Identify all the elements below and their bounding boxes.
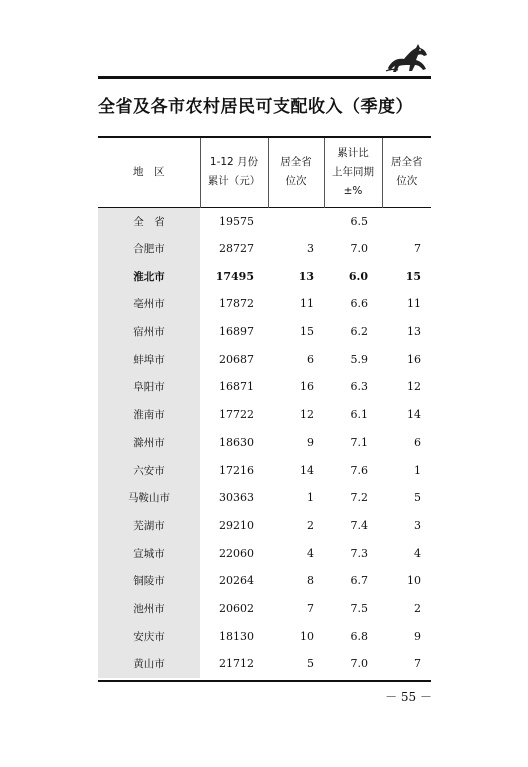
growth-rank-cell: 14 <box>407 408 421 422</box>
table-row <box>98 650 431 678</box>
income-cell: 17216 <box>219 463 254 477</box>
growth-rank-cell: 4 <box>414 546 421 560</box>
growth-cell: 5.9 <box>350 352 368 366</box>
growth-rank-cell <box>382 207 431 235</box>
header-cumulative: 1-12 月份 累计（元） <box>200 137 268 207</box>
growth-cell: 7.0 <box>350 657 368 671</box>
growth-cell: 7.0 <box>350 242 368 256</box>
growth-rank-cell: 12 <box>407 380 421 394</box>
growth-rank-cell: 15 <box>405 269 421 283</box>
growth-cell: 6.3 <box>350 380 368 394</box>
table-row <box>98 345 431 373</box>
footer-rule <box>98 680 431 682</box>
table-row <box>98 512 431 540</box>
growth-cell: 6.6 <box>350 297 368 311</box>
table-row <box>98 456 431 484</box>
page-number: － 55 － <box>385 690 432 704</box>
income-cell: 20264 <box>219 574 254 588</box>
growth-rank-cell: 9 <box>414 629 421 643</box>
table-row <box>98 207 431 235</box>
header-region: 地 区 <box>133 165 165 178</box>
region-cell: 全 省 <box>98 207 200 235</box>
region-cell: 芜湖市 <box>98 512 200 540</box>
rank-cell: 5 <box>307 657 314 671</box>
horse-logo-icon <box>382 42 434 78</box>
rank-cell: 6 <box>307 352 314 366</box>
growth-cell: 6.0 <box>348 269 368 283</box>
growth-cell: 7.1 <box>350 435 368 449</box>
rank-cell: 4 <box>307 546 314 560</box>
table-row <box>98 235 431 263</box>
growth-rank-cell: 2 <box>414 601 421 615</box>
income-cell: 17722 <box>219 408 254 422</box>
rank-cell: 15 <box>300 325 314 339</box>
income-cell: 16897 <box>219 325 254 339</box>
income-cell: 16871 <box>219 380 254 394</box>
income-cell: 17872 <box>219 297 254 311</box>
growth-rank-cell: 11 <box>407 297 421 311</box>
growth-cell: 6.5 <box>350 214 368 228</box>
income-cell: 21712 <box>219 657 254 671</box>
rank-cell: 14 <box>300 463 314 477</box>
table-header <box>98 137 431 207</box>
rank-cell: 13 <box>298 269 314 283</box>
region-cell: 六安市 <box>98 456 200 484</box>
income-cell: 22060 <box>219 546 254 560</box>
table-row <box>98 262 431 290</box>
growth-rank-cell: 10 <box>407 574 421 588</box>
income-cell: 18130 <box>219 629 254 643</box>
growth-cell: 7.3 <box>350 546 368 560</box>
income-cell: 28727 <box>219 242 254 256</box>
growth-rank-cell: 7 <box>414 657 421 671</box>
income-cell: 19575 <box>219 214 254 228</box>
region-cell: 池州市 <box>98 595 200 623</box>
rank-cell: 1 <box>307 491 314 505</box>
growth-rank-cell: 1 <box>414 463 421 477</box>
table-row <box>98 429 431 457</box>
growth-cell: 6.8 <box>350 629 368 643</box>
growth-cell: 6.1 <box>350 408 368 422</box>
region-cell: 阜阳市 <box>98 373 200 401</box>
growth-cell: 7.2 <box>350 491 368 505</box>
header-growth: 累计比 上年同期 ±% <box>324 137 382 207</box>
table-row <box>98 622 431 650</box>
rank-cell: 2 <box>307 518 314 532</box>
header-rank: 居全省 位次 <box>268 137 324 207</box>
header-growth-rank: 居全省 位次 <box>382 137 431 207</box>
region-cell: 合肥市 <box>98 235 200 263</box>
region-cell: 安庆市 <box>98 622 200 650</box>
income-cell: 30363 <box>219 491 254 505</box>
table-row <box>98 484 431 512</box>
region-cell: 滁州市 <box>98 429 200 457</box>
growth-cell: 7.6 <box>350 463 368 477</box>
growth-rank-cell: 7 <box>414 242 421 256</box>
region-cell: 宿州市 <box>98 318 200 346</box>
rank-cell: 3 <box>307 242 314 256</box>
rank-cell <box>268 207 324 235</box>
table-row <box>98 290 431 318</box>
rank-cell: 7 <box>307 601 314 615</box>
growth-rank-cell: 3 <box>414 518 421 532</box>
growth-rank-cell: 5 <box>414 491 421 505</box>
region-cell: 淮南市 <box>98 401 200 429</box>
income-cell: 18630 <box>219 435 254 449</box>
table-row <box>98 401 431 429</box>
growth-cell: 6.2 <box>350 325 368 339</box>
growth-cell: 7.4 <box>350 518 368 532</box>
region-cell: 铜陵市 <box>98 567 200 595</box>
rank-cell: 16 <box>300 380 314 394</box>
income-cell: 17495 <box>215 269 254 283</box>
table-row <box>98 595 431 623</box>
region-cell: 宣城市 <box>98 539 200 567</box>
rank-cell: 11 <box>300 297 314 311</box>
region-cell: 黄山市 <box>98 650 200 678</box>
region-cell: 亳州市 <box>98 290 200 318</box>
growth-cell: 6.7 <box>350 574 368 588</box>
income-cell: 29210 <box>219 518 254 532</box>
rank-cell: 8 <box>307 574 314 588</box>
growth-cell: 7.5 <box>350 601 368 615</box>
income-cell: 20602 <box>219 601 254 615</box>
income-table <box>98 136 431 678</box>
rank-cell: 12 <box>300 408 314 422</box>
table-row <box>98 318 431 346</box>
growth-rank-cell: 16 <box>407 352 421 366</box>
growth-rank-cell: 6 <box>414 435 421 449</box>
income-cell: 20687 <box>219 352 254 366</box>
table-row <box>98 539 431 567</box>
table-body <box>98 207 431 678</box>
growth-rank-cell: 13 <box>407 325 421 339</box>
page-title: 全省及各市农村居民可支配收入（季度） <box>98 97 413 117</box>
table-row <box>98 567 431 595</box>
region-cell: 马鞍山市 <box>98 484 200 512</box>
region-cell: 蚌埠市 <box>98 345 200 373</box>
region-cell: 淮北市 <box>98 262 200 290</box>
rank-cell: 9 <box>307 435 314 449</box>
rank-cell: 10 <box>300 629 314 643</box>
table-row <box>98 373 431 401</box>
